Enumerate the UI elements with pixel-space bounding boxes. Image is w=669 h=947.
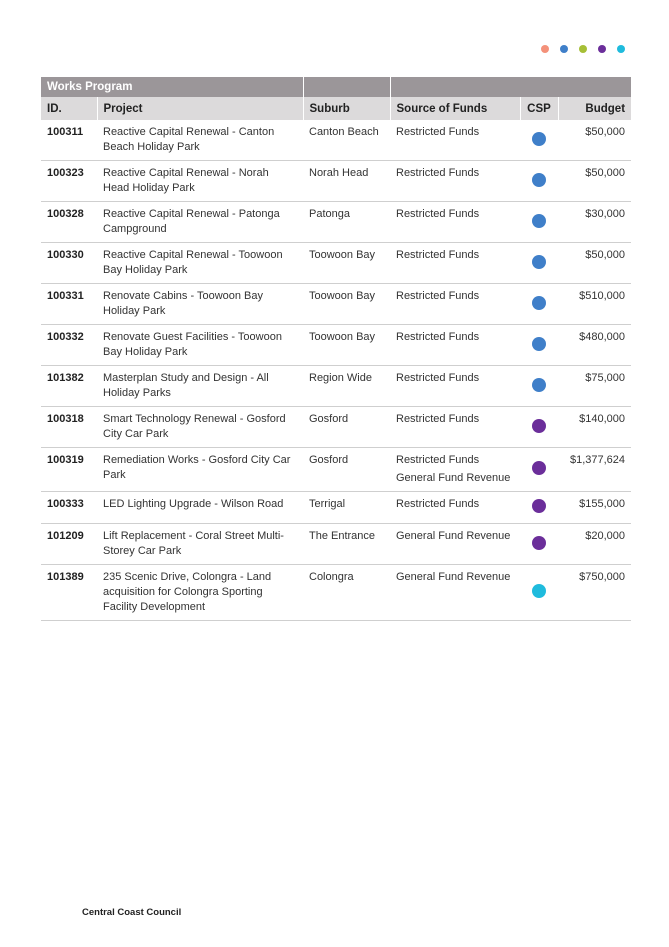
cell-id: 100332 (41, 325, 97, 366)
cell-project: Masterplan Study and Design - All Holiday Parks (97, 366, 303, 407)
cell-project: Reactive Capital Renewal - Canton Beach Holiday Park (97, 120, 303, 161)
csp-indicator-icon (532, 337, 546, 351)
decorative-dot (579, 45, 587, 53)
cell-csp (520, 202, 558, 243)
cell-budget: $50,000 (558, 243, 631, 284)
decorative-dot (560, 45, 568, 53)
cell-project: Renovate Cabins - Toowoon Bay Holiday Park (97, 284, 303, 325)
cell-suburb: Colongra (303, 565, 390, 621)
funds-source: General Fund Revenue (396, 530, 511, 542)
cell-budget: $140,000 (558, 407, 631, 448)
cell-source-of-funds (390, 243, 520, 284)
cell-source-of-funds (390, 524, 520, 565)
cell-budget: $510,000 (558, 284, 631, 325)
csp-indicator-icon (532, 132, 546, 146)
cell-project: Reactive Capital Renewal - Patonga Campground (97, 202, 303, 243)
cell-suburb: The Entrance (303, 524, 390, 565)
funds-source: Restricted Funds (396, 498, 480, 510)
table-row (41, 407, 631, 448)
cell-csp (520, 325, 558, 366)
csp-indicator-icon (532, 214, 546, 228)
table-row (41, 325, 631, 366)
funds-source: Restricted Funds (396, 208, 480, 220)
header-suburb: Suburb (303, 97, 390, 120)
header-project: Project (97, 97, 303, 120)
cell-budget: $20,000 (558, 524, 631, 565)
header-csp: CSP (520, 97, 558, 120)
header-id: ID. (41, 97, 97, 120)
funds-source: General Fund Revenue (396, 472, 511, 484)
cell-id: 100319 (41, 448, 97, 492)
cell-source-of-funds (390, 492, 520, 524)
table-row (41, 161, 631, 202)
cell-id: 100328 (41, 202, 97, 243)
cell-suburb: Gosford (303, 407, 390, 448)
cell-suburb: Terrigal (303, 492, 390, 524)
cell-suburb: Toowoon Bay (303, 284, 390, 325)
cell-suburb: Toowoon Bay (303, 325, 390, 366)
header-budget: Budget (558, 97, 631, 120)
cell-suburb: Canton Beach (303, 120, 390, 161)
cell-budget: $750,000 (558, 565, 631, 621)
cell-project: Reactive Capital Renewal - Toowoon Bay Holiday Park (97, 243, 303, 284)
cell-budget: $30,000 (558, 202, 631, 243)
cell-source-of-funds (390, 202, 520, 243)
cell-id: 100318 (41, 407, 97, 448)
cell-budget: $1,377,624 (558, 448, 631, 492)
cell-id: 101389 (41, 565, 97, 621)
table-row (41, 366, 631, 407)
funds-source: Restricted Funds (396, 126, 480, 138)
cell-project: Renovate Guest Facilities - Toowoon Bay Holiday Park (97, 325, 303, 366)
cell-csp (520, 243, 558, 284)
cell-id: 100330 (41, 243, 97, 284)
cell-project: Smart Technology Renewal - Gosford City Car Park (97, 407, 303, 448)
funds-source: General Fund Revenue (396, 571, 511, 583)
decorative-dot (541, 45, 549, 53)
header-source-of-funds: Source of Funds (390, 97, 520, 120)
cell-budget: $50,000 (558, 120, 631, 161)
cell-id: 100323 (41, 161, 97, 202)
cell-source-of-funds (390, 366, 520, 407)
cell-budget: $75,000 (558, 366, 631, 407)
cell-suburb: Region Wide (303, 366, 390, 407)
cell-project: Reactive Capital Renewal - Norah Head Holiday Park (97, 161, 303, 202)
cell-csp (520, 284, 558, 325)
cell-project: Remediation Works - Gosford City Car Park (97, 448, 303, 492)
table-header-row (41, 97, 631, 120)
cell-source-of-funds (390, 325, 520, 366)
cell-project: Lift Replacement - Coral Street Multi-Storey Car Park (97, 524, 303, 565)
funds-source: Restricted Funds (396, 454, 480, 466)
cell-budget: $155,000 (558, 492, 631, 524)
cell-id: 101382 (41, 366, 97, 407)
table-row (41, 202, 631, 243)
table-row (41, 120, 631, 161)
table-title-row (41, 77, 631, 97)
table-row (41, 243, 631, 284)
funds-source: Restricted Funds (396, 413, 480, 425)
cell-id: 100333 (41, 492, 97, 524)
cell-csp (520, 524, 558, 565)
cell-budget: $50,000 (558, 161, 631, 202)
cell-source-of-funds (390, 407, 520, 448)
table-row (41, 448, 631, 492)
table-row (41, 284, 631, 325)
csp-indicator-icon (532, 499, 546, 513)
cell-csp (520, 161, 558, 202)
works-program-table (41, 77, 631, 621)
funds-source: Restricted Funds (396, 331, 480, 343)
cell-source-of-funds (390, 284, 520, 325)
cell-csp (520, 407, 558, 448)
csp-indicator-icon (532, 461, 546, 475)
cell-budget: $480,000 (558, 325, 631, 366)
cell-csp (520, 565, 558, 621)
decorative-dot (617, 45, 625, 53)
decorative-dot (598, 45, 606, 53)
csp-indicator-icon (532, 255, 546, 269)
cell-source-of-funds (390, 120, 520, 161)
funds-source: Restricted Funds (396, 290, 480, 302)
table-body (41, 120, 631, 621)
table-title: Works Program (41, 77, 303, 97)
table-row (41, 524, 631, 565)
table-row (41, 565, 631, 621)
funds-source: Restricted Funds (396, 167, 480, 179)
csp-indicator-icon (532, 378, 546, 392)
cell-id: 100311 (41, 120, 97, 161)
funds-source: Restricted Funds (396, 249, 480, 261)
cell-suburb: Toowoon Bay (303, 243, 390, 284)
cell-suburb: Patonga (303, 202, 390, 243)
footer-org-name: Central Coast Council (82, 907, 182, 918)
decorative-dots (541, 45, 625, 53)
csp-indicator-icon (532, 584, 546, 598)
cell-id: 101209 (41, 524, 97, 565)
csp-indicator-icon (532, 419, 546, 433)
cell-source-of-funds (390, 161, 520, 202)
cell-csp (520, 120, 558, 161)
funds-source: Restricted Funds (396, 372, 480, 384)
cell-csp (520, 366, 558, 407)
csp-indicator-icon (532, 296, 546, 310)
cell-project: LED Lighting Upgrade - Wilson Road (97, 492, 303, 524)
cell-id: 100331 (41, 284, 97, 325)
cell-suburb: Norah Head (303, 161, 390, 202)
cell-source-of-funds (390, 448, 520, 492)
table-row (41, 492, 631, 524)
csp-indicator-icon (532, 536, 546, 550)
cell-project: 235 Scenic Drive, Colongra - Land acquisition for Colongra Sporting Facility Development (97, 565, 303, 621)
cell-suburb: Gosford (303, 448, 390, 492)
csp-indicator-icon (532, 173, 546, 187)
cell-csp (520, 448, 558, 492)
cell-csp (520, 492, 558, 524)
cell-source-of-funds (390, 565, 520, 621)
